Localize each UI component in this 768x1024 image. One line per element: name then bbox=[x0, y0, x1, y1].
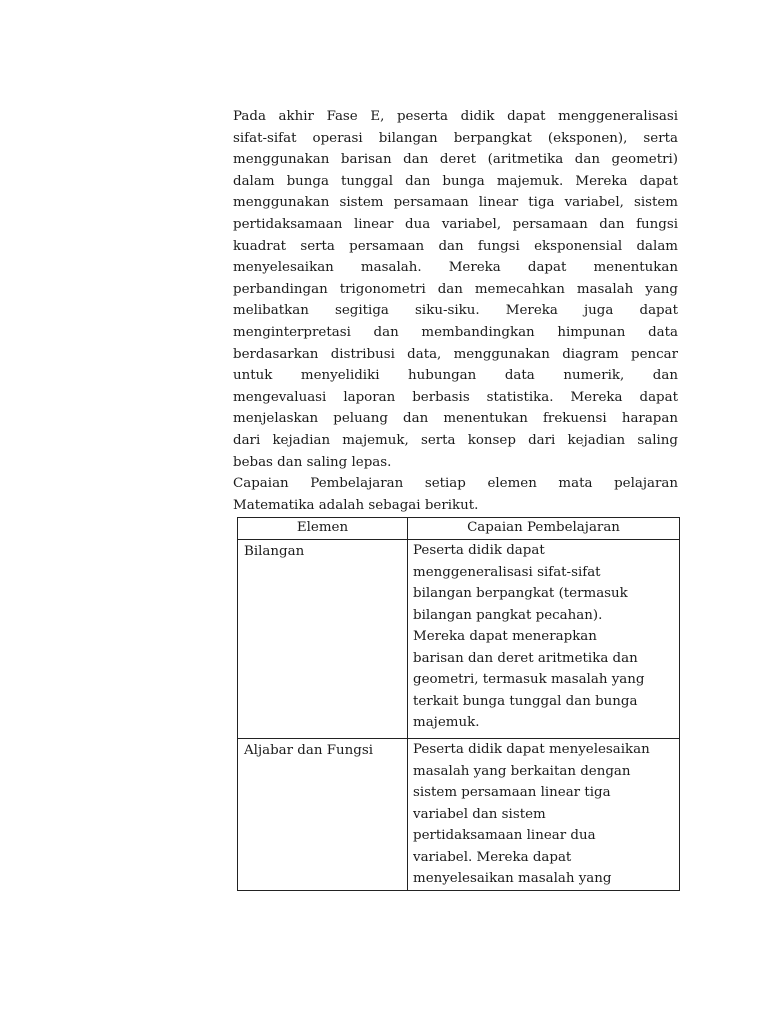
cell-line: variabel. Mereka dapat bbox=[413, 849, 572, 865]
cell-line: pertidaksamaan linear dua bbox=[413, 828, 596, 843]
text-line: Pada akhir Fase E, peserta didik dapat menggeneralisasi bbox=[233, 109, 678, 124]
text-line: berdasarkan distribusi data, menggunakan diagram pencar bbox=[233, 346, 678, 362]
capaian-pembelajaran-table bbox=[237, 517, 680, 891]
table-header-row bbox=[238, 518, 680, 540]
cell-elemen: Aljabar dan Fungsi bbox=[238, 739, 408, 891]
text-line: menggunakan sistem persamaan linear tiga variabel, sistem bbox=[233, 195, 678, 211]
text-line: Capaian Pembelajaran setiap elemen mata pelajaran bbox=[233, 476, 678, 492]
cell-line: variabel dan sistem bbox=[413, 806, 546, 822]
cell-capaian bbox=[408, 739, 680, 891]
cell-line: Peserta didik dapat bbox=[413, 543, 545, 558]
cell-line: barisan dan deret aritmetika dan bbox=[413, 650, 638, 666]
text-line: dalam bunga tunggal dan bunga majemuk. Mereka dapat bbox=[233, 173, 678, 189]
cell-elemen: Bilangan bbox=[238, 540, 408, 739]
cell-line: masalah yang berkaitan dengan bbox=[413, 763, 631, 779]
cell-line: terkait bunga tunggal dan bunga bbox=[413, 693, 638, 709]
cell-line: majemuk. bbox=[413, 715, 480, 730]
text-line: menjelaskan peluang dan menentukan frekuensi harapan bbox=[233, 411, 678, 427]
cell-line: menyelesaikan masalah yang bbox=[413, 871, 612, 886]
cell-capaian bbox=[408, 540, 680, 739]
text-line: perbandingan trigonometri dan memecahkan masalah yang bbox=[233, 281, 678, 297]
text-line: bebas dan saling lepas. bbox=[233, 454, 392, 470]
text-line: kuadrat serta persamaan dan fungsi eksponensial dalam bbox=[233, 238, 678, 254]
table-row bbox=[238, 739, 680, 891]
cell-line: sistem persamaan linear tiga bbox=[413, 785, 611, 800]
text-line: untuk menyelidiki hubungan data numerik, dan bbox=[233, 368, 678, 384]
text-line: menyelesaikan masalah. Mereka dapat menentukan bbox=[233, 260, 678, 276]
text-line: sifat-sifat operasi bilangan berpangkat (eksponen), serta bbox=[233, 130, 678, 146]
cell-line: menggeneralisasi sifat-sifat bbox=[413, 564, 601, 580]
text-line: pertidaksamaan linear dua variabel, persamaan dan fungsi bbox=[233, 216, 678, 232]
text-line: Matematika adalah sebagai berikut. bbox=[233, 497, 479, 513]
cell-line: Peserta didik dapat menyelesaikan bbox=[413, 742, 650, 757]
cell-line: Mereka dapat menerapkan bbox=[413, 629, 597, 644]
text-line: melibatkan segitiga siku-siku. Mereka juga dapat bbox=[233, 303, 678, 319]
cell-line: bilangan pangkat pecahan). bbox=[413, 607, 603, 623]
document-body bbox=[233, 106, 678, 516]
text-line: mengevaluasi laporan berbasis statistika. Mereka dapat bbox=[233, 389, 678, 405]
text-line: dari kejadian majemuk, serta konsep dari kejadian saling bbox=[233, 432, 678, 448]
text-line: menginterpretasi dan membandingkan himpunan data bbox=[233, 324, 678, 340]
header-capaian: Capaian Pembelajaran bbox=[408, 518, 680, 540]
text-line: menggunakan barisan dan deret (aritmetika dan geometri) bbox=[233, 152, 678, 168]
cell-line: geometri, termasuk masalah yang bbox=[413, 672, 645, 687]
header-elemen: Elemen bbox=[238, 518, 408, 540]
table-row bbox=[238, 540, 680, 739]
paragraph-fase-e bbox=[233, 106, 678, 473]
cell-line: bilangan berpangkat (termasuk bbox=[413, 586, 628, 601]
paragraph-capaian-intro bbox=[233, 473, 678, 516]
